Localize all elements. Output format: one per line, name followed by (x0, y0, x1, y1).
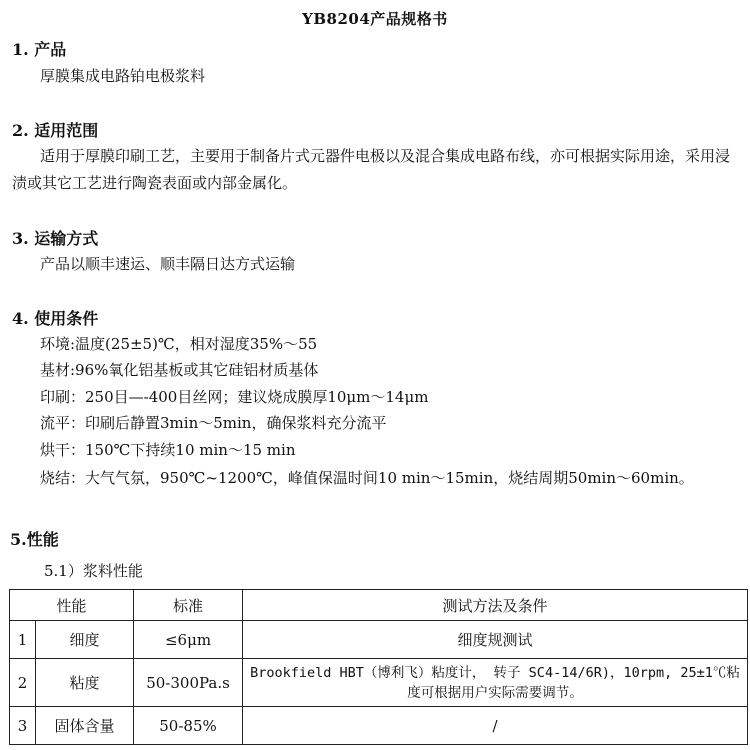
section-3-heading: 3. 运输方式 (12, 229, 99, 248)
row-number: 1 (10, 621, 36, 659)
document-title: YB8204产品规格书 (302, 10, 448, 28)
condition-substrate: 基材:96%氧化铝基板或其它硅铝材质基体 (40, 361, 319, 379)
condition-sintering-text: 烧结：大气气氛，950℃~1200℃，峰值保温时间10 min～15min，烧结周期50min～60min。 (40, 469, 694, 487)
header-standard: 标准 (134, 590, 243, 621)
table-row (10, 707, 748, 745)
row-test-method: Brookfield HBT（博利飞）粘度计， 转子 SC4-14/6R)，10rpm, 25±1℃粘度可根据用户实际需要调节。 (243, 659, 748, 707)
table-row (10, 659, 748, 707)
header-property: 性能 (10, 590, 134, 621)
table-row (10, 621, 748, 659)
section-2-body: 适用于厚膜印刷工艺，主要用于制备片式元器件电极以及混合集成电路布线，亦可根据实际用途，采用浸渍或其它工艺进行陶瓷表面或内部金属化。 (12, 147, 731, 192)
row-standard: 50-300Pa.s (134, 659, 243, 707)
section-2-heading: 2. 适用范围 (12, 121, 99, 140)
row-property: 固体含量 (36, 707, 134, 745)
condition-leveling: 流平：印刷后静置3min～5min，确保浆料充分流平 (40, 414, 387, 432)
row-number: 3 (10, 707, 36, 745)
section-1-body: 厚膜集成电路铂电极浆料 (40, 67, 206, 85)
row-test-method: / (243, 707, 748, 745)
row-property: 细度 (36, 621, 134, 659)
row-property: 粘度 (36, 659, 134, 707)
condition-environment: 环境:温度(25±5)℃，相对湿度35%～55 (40, 335, 318, 353)
row-test-method: 细度规测试 (243, 621, 748, 659)
condition-sintering (12, 465, 738, 491)
section-1-heading: 1. 产品 (12, 40, 67, 59)
section-5-1-subheading: 5.1）浆料性能 (44, 562, 143, 580)
section-5-heading: 5.性能 (10, 530, 59, 549)
paste-performance-table (9, 589, 748, 745)
condition-printing: 印刷：250目—-400目丝网；建议烧成膜厚10μm～14μm (40, 388, 429, 406)
row-number: 2 (10, 659, 36, 707)
table-header-row (10, 590, 748, 621)
row-standard: ≤6μm (134, 621, 243, 659)
condition-drying: 烘干：150℃下持续10 min～15 min (40, 441, 296, 459)
header-test-method: 测试方法及条件 (243, 590, 748, 621)
section-3-body: 产品以顺丰速运、顺丰隔日达方式运输 (40, 255, 296, 273)
section-4-heading: 4. 使用条件 (12, 309, 99, 328)
row-standard: 50-85% (134, 707, 243, 745)
